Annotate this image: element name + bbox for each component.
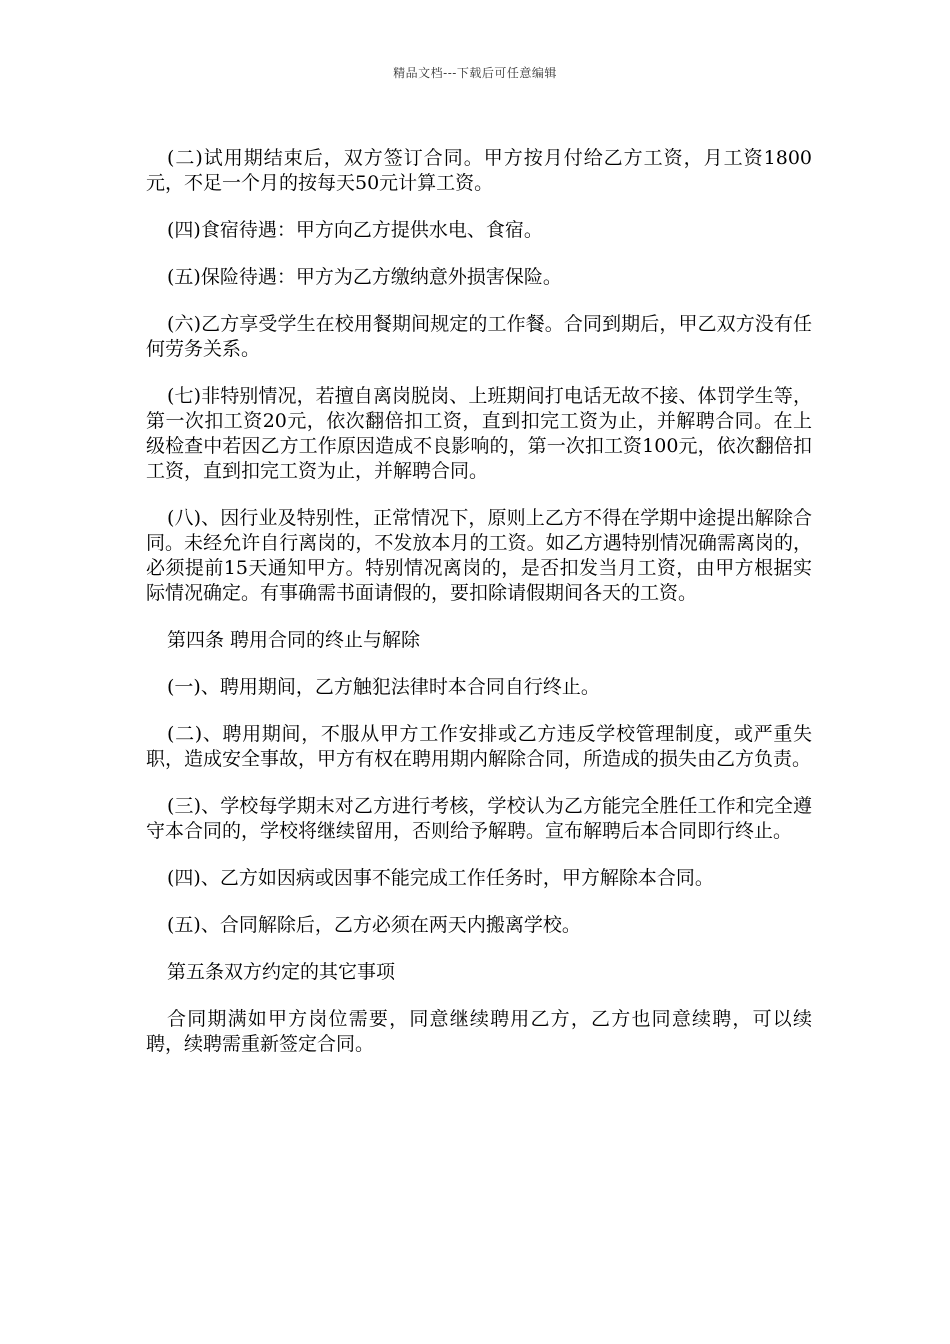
clause-2-salary: (二)试用期结束后，双方签订合同。甲方按月付给乙方工资，月工资1800元，不足一个月的按每天50元计算工资。: [146, 147, 812, 194]
clause-7-penalties: (七)非特别情况，若擅自离岗脱岗、上班期间打电话无故不接、体罚学生等，第一次扣工资20元，依次翻倍扣工资，直到扣完工资为止，并解聘合同。在上级检查中若因乙方工作原因造成不良影响的，第一次扣工资100元，依次翻倍扣工资，直到扣完工资为止，并解聘合同。: [146, 385, 812, 482]
page-header: 精品文档---下载后可任意编辑: [393, 66, 557, 80]
article-4-item-1: (一)、聘用期间，乙方触犯法律时本合同自行终止。: [167, 676, 600, 698]
article-4-item-5: (五)、合同解除后，乙方必须在两天内搬离学校。: [167, 914, 581, 936]
article-4-heading: 第四条 聘用合同的终止与解除: [167, 629, 421, 651]
clause-5-insurance: (五)保险待遇：甲方为乙方缴纳意外损害保险。: [167, 266, 562, 288]
article-4-item-3: (三)、学校每学期末对乙方进行考核，学校认为乙方能完全胜任工作和完全遵守本合同的，学校将继续留用，否则给予解聘。宣布解聘后本合同即行终止。: [146, 795, 812, 842]
article-5-renewal: 合同期满如甲方岗位需要，同意继续聘用乙方，乙方也同意续聘，可以续聘，续聘需重新签定合同。: [146, 1008, 812, 1055]
clause-4-board: (四)食宿待遇：甲方向乙方提供水电、食宿。: [167, 219, 543, 241]
article-4-item-4: (四)、乙方如因病或因事不能完成工作任务时，甲方解除本合同。: [167, 867, 714, 889]
article-5-heading: 第五条双方约定的其它事项: [167, 961, 396, 983]
clause-8-resignation: (八)、因行业及特别性，正常情况下，原则上乙方不得在学期中途提出解除合同。未经允许自行离岗的，不发放本月的工资。如乙方遇特别情况确需离岗的，必须提前15天通知甲方。特别情况离岗的，是否扣发当月工资，由甲方根据实际情况确定。有事确需书面请假的，要扣除请假期间各天的工资。: [146, 507, 812, 604]
article-4-item-2: (二)、聘用期间，不服从甲方工作安排或乙方违反学校管理制度，或严重失职，造成安全事故，甲方有权在聘用期内解除合同，所造成的损失由乙方负责。: [146, 723, 812, 770]
document-body: [146, 146, 812, 1079]
clause-6-meals: (六)乙方享受学生在校用餐期间规定的工作餐。合同到期后，甲乙双方没有任何劳务关系。: [146, 313, 812, 360]
